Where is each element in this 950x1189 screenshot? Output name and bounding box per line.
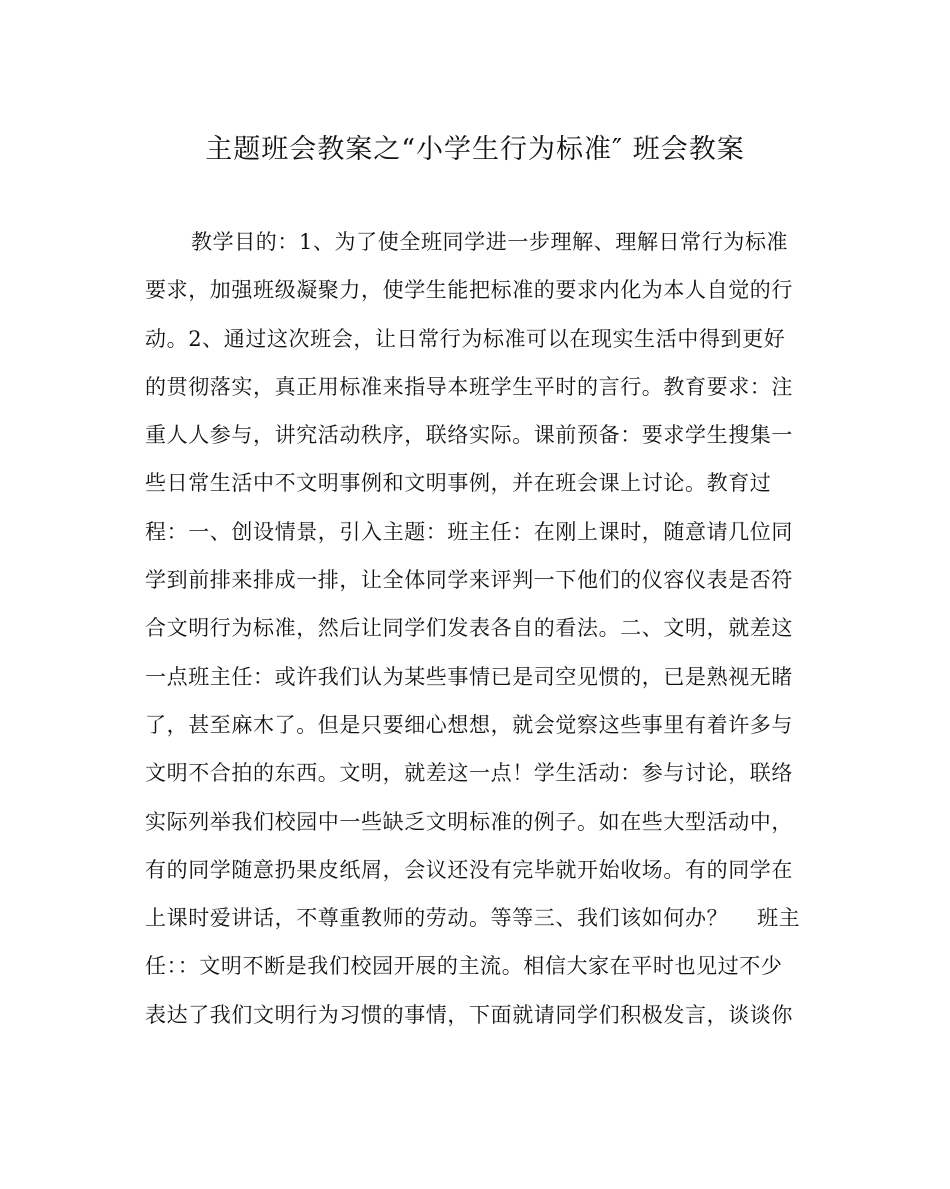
document-body — [145, 218, 825, 1039]
body-line: 教学目的：1、为了使全班同学进一步理解、理解日常行为标准 — [191, 230, 789, 254]
body-line: 实际列举我们校园中一些缺乏文明标准的例子。如在些大型活动中， — [145, 809, 793, 834]
document-title: 主题班会教案之“小学生行为标准″ 班会教案 — [205, 134, 745, 165]
body-line: 重人人参与，讲究活动秩序，联络实际。课前预备：要求学生搜集一 — [145, 423, 793, 448]
body-line: 文明不合拍的东西。文明，就差这一点！学生活动：参与讨论，联络 — [145, 761, 793, 786]
body-line: 一点班主任：或许我们认为某些事情已是司空见惯的，已是熟视无睹 — [145, 664, 793, 689]
body-line: 有的同学随意扔果皮纸屑，会议还没有完毕就开始收场。有的同学在 — [145, 857, 793, 882]
body-line: 合文明行为标准，然后让同学们发表各自的看法。二、文明，就差这 — [145, 616, 793, 641]
body-line: 要求，加强班级凝聚力，使学生能把标准的要求内化为本人自觉的行 — [145, 278, 793, 303]
body-line: 任：：文明不断是我们校园开展的主流。相信大家在平时也见过不少 — [145, 954, 783, 979]
body-line: 些日常生活中不文明事例和文明事例，并在班会课上讨论。教育过 — [145, 471, 772, 496]
body-line: 表达了我们文明行为习惯的事情，下面就请同学们积极发言，谈谈你 — [145, 1002, 793, 1027]
body-line: 动。2、通过这次班会，让日常行为标准可以在现实生活中得到更好 — [145, 326, 786, 351]
body-line: 的贯彻落实，真正用标准来指导本班学生平时的言行。教育要求：注 — [145, 374, 793, 399]
body-line: 学到前排来排成一排，让全体同学来评判一下他们的仪容仪表是否符 — [145, 568, 793, 593]
body-line: 了，甚至麻木了。但是只要细心想想，就会觉察这些事里有着许多与 — [145, 712, 793, 737]
body-line: 程：一、创设情景，引入主题：班主任：在刚上课时，随意请几位同 — [145, 519, 793, 544]
body-line: 上课时爱讲话，不尊重教师的劳动。等等三、我们该如何办？ 班主 — [145, 906, 801, 931]
